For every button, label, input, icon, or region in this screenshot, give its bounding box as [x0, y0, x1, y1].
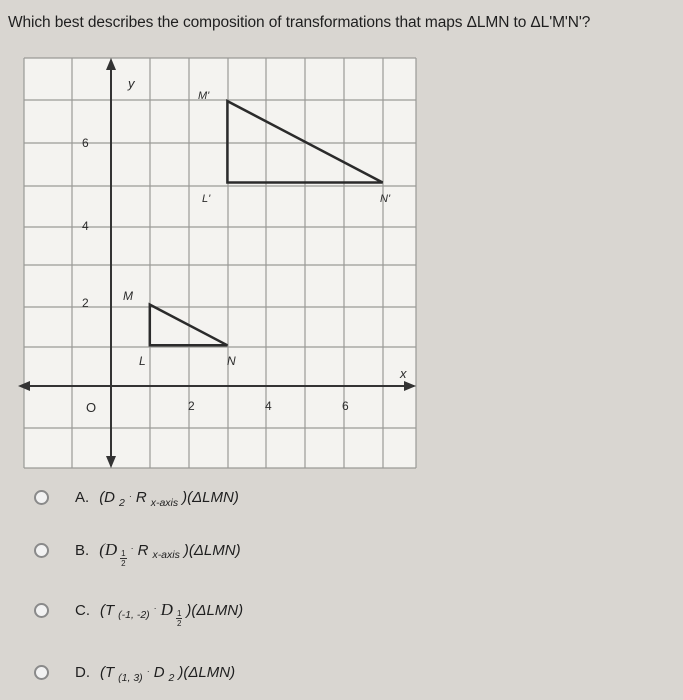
y-tick-2: 2: [82, 296, 89, 310]
choice-b-letter: B.: [75, 541, 90, 559]
choice-d[interactable]: [34, 664, 236, 684]
choice-a-r: R: [135, 489, 147, 506]
choice-c-frac-den: 2: [176, 618, 182, 628]
y-tick-4: 4: [82, 219, 89, 233]
choice-d-dsub: 2: [168, 671, 175, 684]
choice-b-r: R: [137, 541, 149, 559]
choice-b[interactable]: [34, 540, 241, 568]
choice-d-letter: D.: [75, 664, 90, 681]
point-label-l: L: [139, 354, 146, 368]
choice-c-open: (T: [100, 601, 115, 619]
radio-button-c[interactable]: [34, 603, 49, 618]
choice-a-rsub: x-axis: [150, 496, 179, 509]
choice-b-close: )(ΔLMN): [183, 541, 241, 559]
point-label-l-prime: L': [202, 193, 211, 205]
choice-c-fraction: [176, 609, 182, 628]
choice-c-letter: C.: [75, 601, 90, 619]
origin-label: O: [86, 400, 97, 415]
choice-a-open: (D: [99, 489, 116, 506]
point-label-n-prime: N': [380, 193, 391, 205]
x-axis-label: x: [400, 366, 407, 381]
question-text: Which best describes the composition of transformations that maps ΔLMN to ΔL'M'N'?: [8, 14, 591, 31]
choice-c-close: )(ΔLMN): [186, 601, 244, 619]
choice-d-tsub: (1, 3): [118, 671, 143, 684]
x-tick-2: 2: [188, 399, 195, 413]
radio-button-b[interactable]: [34, 543, 49, 558]
point-label-m: M: [123, 289, 133, 303]
choice-a-close: )(ΔLMN): [182, 489, 239, 506]
choice-a-dsub: 2: [119, 496, 125, 509]
choice-b-frac-den: 2: [121, 558, 126, 568]
point-label-m-prime: M': [198, 90, 210, 102]
y-axis-label: y: [128, 76, 135, 91]
choice-b-fraction: [120, 549, 126, 568]
point-label-n: N: [227, 354, 236, 368]
choice-a[interactable]: [34, 489, 239, 509]
choice-d-open: (T: [100, 664, 115, 681]
choice-c-frac-num: 1: [176, 608, 182, 618]
radio-button-d[interactable]: [34, 665, 49, 680]
radio-button-a[interactable]: [34, 490, 49, 505]
choice-c-d: D: [160, 600, 173, 619]
choice-a-expression: [99, 489, 239, 509]
choice-d-d: D: [153, 664, 165, 681]
x-tick-4: 4: [265, 399, 272, 413]
choice-a-letter: A.: [75, 489, 90, 506]
choice-d-expression: [100, 664, 236, 684]
graph-background: [24, 58, 416, 468]
choice-b-frac-num: 1: [121, 548, 126, 558]
y-tick-6: 6: [82, 136, 89, 150]
choice-b-expression: [99, 540, 241, 568]
choice-c-expression: [100, 600, 244, 628]
choice-b-dot: ·: [130, 543, 134, 553]
coordinate-graph: [18, 52, 418, 472]
choice-a-dot: ·: [128, 490, 132, 501]
x-tick-6: 6: [342, 399, 349, 413]
choice-c-dot: ·: [153, 603, 157, 613]
choice-b-open: (D: [99, 540, 118, 559]
choice-d-dot: ·: [146, 665, 150, 676]
choice-c[interactable]: [34, 600, 244, 628]
choice-d-close: )(ΔLMN): [178, 664, 236, 681]
choice-c-tsub: (-1, -2): [118, 609, 150, 621]
choice-b-rsub: x-axis: [152, 549, 180, 561]
